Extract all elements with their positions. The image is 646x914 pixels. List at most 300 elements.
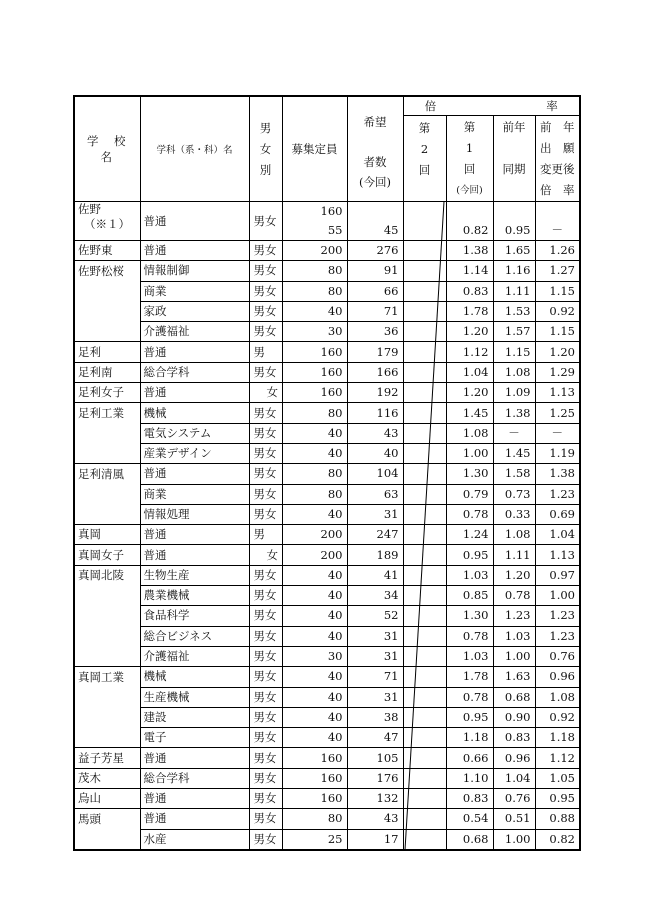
capacity-cell: 40 xyxy=(282,504,347,524)
applicants-cell: 43 xyxy=(347,423,403,443)
table-row xyxy=(74,504,580,524)
dept-name-cell: 総合ビジネス xyxy=(140,626,249,646)
dept-name-cell: 総合学科 xyxy=(140,362,249,382)
sex-cell: 男女 xyxy=(249,809,282,829)
prev-year-changed-ratio-cell: 0.96 xyxy=(535,667,580,687)
prev-year-changed-ratio-cell: 0.92 xyxy=(535,301,580,321)
prev-year-changed-ratio-cell: 0.82 xyxy=(535,829,580,850)
second-round-cell xyxy=(403,748,446,768)
prev-year-changed-ratio-cell: 0.88 xyxy=(535,809,580,829)
header-school: 学 校 名 xyxy=(74,96,140,202)
table-row xyxy=(74,829,580,850)
capacity-cell: 80 xyxy=(282,464,347,484)
second-round-cell xyxy=(403,383,446,403)
sex-cell: 男女 xyxy=(249,241,282,261)
table-row xyxy=(74,646,580,666)
first-round-ratio-cell: 0.54 xyxy=(446,809,493,829)
dept-name-cell: 介護福祉 xyxy=(140,322,249,342)
table-row xyxy=(74,403,580,423)
first-round-ratio-cell: 0.85 xyxy=(446,586,493,606)
first-round-ratio-cell: 1.20 xyxy=(446,383,493,403)
first-round-ratio-cell: 0.68 xyxy=(446,829,493,850)
dept-name-cell: 普通 xyxy=(140,202,249,241)
dept-name-cell: 農業機械 xyxy=(140,586,249,606)
prev-year-ratio-cell: 1.38 xyxy=(493,403,535,423)
second-round-cell xyxy=(403,281,446,301)
school-name-cell xyxy=(74,707,140,727)
table-row xyxy=(74,707,580,727)
sex-cell: 男女 xyxy=(249,707,282,727)
applicants-cell: 116 xyxy=(347,403,403,423)
prev-year-ratio-cell: 1.00 xyxy=(493,829,535,850)
table-row xyxy=(74,586,580,606)
second-round-cell xyxy=(403,829,446,850)
sex-cell: 男女 xyxy=(249,728,282,748)
school-name-cell: 茂木 xyxy=(74,768,140,788)
school-name-cell xyxy=(74,829,140,850)
prev-year-ratio-cell: 0.78 xyxy=(493,586,535,606)
dept-name-cell: 産業デザイン xyxy=(140,443,249,463)
capacity-cell: 30 xyxy=(282,646,347,666)
applicants-cell: 41 xyxy=(347,565,403,585)
second-round-cell xyxy=(403,586,446,606)
sex-cell: 男女 xyxy=(249,789,282,809)
first-round-ratio-cell: 1.10 xyxy=(446,768,493,788)
sex-cell: 女 xyxy=(249,545,282,565)
second-round-cell xyxy=(403,646,446,666)
prev-year-changed-ratio-cell: 0.92 xyxy=(535,707,580,727)
second-round-cell xyxy=(403,525,446,545)
dept-name-cell: 機械 xyxy=(140,403,249,423)
dept-name-cell: 普通 xyxy=(140,748,249,768)
header-first: 第 1 回 (今回) xyxy=(446,116,493,202)
prev-year-ratio-cell: 1.45 xyxy=(493,443,535,463)
prev-year-changed-ratio-cell: 1.05 xyxy=(535,768,580,788)
second-round-cell xyxy=(403,403,446,423)
school-name-cell: 益子芳星 xyxy=(74,748,140,768)
header-sex: 男 女 別 xyxy=(249,96,282,202)
first-round-ratio-cell: 0.78 xyxy=(446,626,493,646)
sex-cell: 男 xyxy=(249,342,282,362)
first-round-ratio-cell: 1.38 xyxy=(446,241,493,261)
second-round-cell xyxy=(403,606,446,626)
first-round-ratio-cell: 0.82 xyxy=(446,202,493,241)
sex-cell: 男女 xyxy=(249,281,282,301)
prev-year-ratio-cell: 1.03 xyxy=(493,626,535,646)
table-row xyxy=(74,383,580,403)
applicants-cell: 66 xyxy=(347,281,403,301)
capacity-cell: 25 xyxy=(282,829,347,850)
prev-year-changed-ratio-cell: 1.29 xyxy=(535,362,580,382)
sex-cell: 男女 xyxy=(249,504,282,524)
prev-year-changed-ratio-cell: 1.13 xyxy=(535,545,580,565)
applicants-cell: 45 xyxy=(347,202,403,241)
first-round-ratio-cell: 0.95 xyxy=(446,545,493,565)
prev-year-ratio-cell: 1.08 xyxy=(493,362,535,382)
first-round-ratio-cell: 0.66 xyxy=(446,748,493,768)
capacity-cell: 160 xyxy=(282,362,347,382)
header-prev: 前年 同期 xyxy=(493,116,535,202)
school-name-cell: 足利清風 xyxy=(74,464,140,484)
second-round-cell xyxy=(403,464,446,484)
prev-year-ratio-cell: 0.33 xyxy=(493,504,535,524)
first-round-ratio-cell: 1.30 xyxy=(446,606,493,626)
prev-year-ratio-cell: 0.95 xyxy=(493,202,535,241)
capacity-cell: 40 xyxy=(282,301,347,321)
second-round-cell xyxy=(403,423,446,443)
prev-year-ratio-cell: 0.51 xyxy=(493,809,535,829)
capacity-cell: 40 xyxy=(282,423,347,443)
first-round-ratio-cell: 1.03 xyxy=(446,565,493,585)
table-row xyxy=(74,202,580,241)
sex-cell: 男女 xyxy=(249,565,282,585)
header-dept: 学科（系・科）名 xyxy=(140,96,249,202)
capacity-cell: 40 xyxy=(282,586,347,606)
school-name-cell xyxy=(74,484,140,504)
prev-year-changed-ratio-cell: 1.27 xyxy=(535,261,580,281)
prev-year-changed-ratio-cell: 1.19 xyxy=(535,443,580,463)
school-name-cell xyxy=(74,626,140,646)
capacity-cell: 80 xyxy=(282,809,347,829)
school-name-cell: 真岡北陵 xyxy=(74,565,140,585)
school-name-cell: 烏山 xyxy=(74,789,140,809)
capacity-cell: 80 xyxy=(282,261,347,281)
sex-cell: 男女 xyxy=(249,443,282,463)
sex-cell: 男女 xyxy=(249,423,282,443)
second-round-cell xyxy=(403,443,446,463)
capacity-cell: 200 xyxy=(282,241,347,261)
dept-name-cell: 普通 xyxy=(140,789,249,809)
school-name-cell: 佐野東 xyxy=(74,241,140,261)
sex-cell: 男女 xyxy=(249,626,282,646)
sex-cell: 男女 xyxy=(249,768,282,788)
capacity-cell xyxy=(282,202,347,241)
second-round-cell xyxy=(403,261,446,281)
prev-year-ratio-cell: 0.68 xyxy=(493,687,535,707)
school-name: 佐野 xyxy=(78,202,101,216)
header-second: 第 2 回 xyxy=(403,116,446,202)
dept-name-cell: 普通 xyxy=(140,464,249,484)
first-round-ratio-cell: 0.79 xyxy=(446,484,493,504)
sex-cell: 男女 xyxy=(249,646,282,666)
second-round-cell xyxy=(403,728,446,748)
applicants-cell: 71 xyxy=(347,667,403,687)
prev-year-changed-ratio-cell: － xyxy=(535,202,580,241)
table-row xyxy=(74,789,580,809)
sex-cell: 男女 xyxy=(249,362,282,382)
dept-name-cell: 水産 xyxy=(140,829,249,850)
first-round-ratio-cell: 1.78 xyxy=(446,667,493,687)
dept-name-cell: 普通 xyxy=(140,809,249,829)
table-row xyxy=(74,728,580,748)
applicants-cell: 132 xyxy=(347,789,403,809)
prev-year-changed-ratio-cell: 1.15 xyxy=(535,322,580,342)
first-round-ratio-cell: 1.24 xyxy=(446,525,493,545)
second-round-cell xyxy=(403,301,446,321)
applicants-cell: 36 xyxy=(347,322,403,342)
prev-year-changed-ratio-cell: 1.18 xyxy=(535,728,580,748)
prev-year-changed-ratio-cell: 1.25 xyxy=(535,403,580,423)
second-round-cell xyxy=(403,484,446,504)
prev-year-ratio-cell: 0.73 xyxy=(493,484,535,504)
second-round-cell xyxy=(403,322,446,342)
capacity-cell: 40 xyxy=(282,443,347,463)
capacity-cell: 30 xyxy=(282,322,347,342)
table-row xyxy=(74,464,580,484)
sex-cell: 男女 xyxy=(249,261,282,281)
dept-name-cell: 商業 xyxy=(140,281,249,301)
capacity-value: 160 xyxy=(320,204,343,218)
admission-ratio-table xyxy=(73,95,581,851)
second-round-cell xyxy=(403,789,446,809)
capacity-cell: 80 xyxy=(282,484,347,504)
capacity-cell: 40 xyxy=(282,667,347,687)
sex-cell: 男女 xyxy=(249,484,282,504)
prev-year-ratio-cell: 0.90 xyxy=(493,707,535,727)
first-round-ratio-cell: 0.95 xyxy=(446,707,493,727)
sex-cell: 男 xyxy=(249,525,282,545)
table-row xyxy=(74,768,580,788)
capacity-cell: 160 xyxy=(282,789,347,809)
table-row xyxy=(74,626,580,646)
dept-name-cell: 介護福祉 xyxy=(140,646,249,666)
dept-name-cell: 生物生産 xyxy=(140,565,249,585)
first-round-ratio-cell: 0.78 xyxy=(446,687,493,707)
applicants-cell: 40 xyxy=(347,443,403,463)
prev-year-ratio-cell: 1.04 xyxy=(493,768,535,788)
school-name-cell xyxy=(74,322,140,342)
dept-name-cell: 情報処理 xyxy=(140,504,249,524)
prev-year-ratio-cell: 0.83 xyxy=(493,728,535,748)
prev-year-ratio-cell: 0.96 xyxy=(493,748,535,768)
first-round-ratio-cell: 1.12 xyxy=(446,342,493,362)
dept-name-cell: 総合学科 xyxy=(140,768,249,788)
applicants-cell: 176 xyxy=(347,768,403,788)
school-name-cell xyxy=(74,281,140,301)
capacity-cell: 160 xyxy=(282,748,347,768)
applicants-cell: 52 xyxy=(347,606,403,626)
school-name-cell: 真岡 xyxy=(74,525,140,545)
school-name-cell xyxy=(74,423,140,443)
capacity-value-2: 55 xyxy=(327,223,343,237)
capacity-cell: 200 xyxy=(282,525,347,545)
first-round-ratio-cell: 1.18 xyxy=(446,728,493,748)
prev-year-changed-ratio-cell: 1.00 xyxy=(535,586,580,606)
sex-cell: 男女 xyxy=(249,403,282,423)
capacity-cell: 40 xyxy=(282,707,347,727)
first-round-ratio-cell: 1.03 xyxy=(446,646,493,666)
second-round-cell xyxy=(403,504,446,524)
applicants-cell: 105 xyxy=(347,748,403,768)
sex-cell: 男女 xyxy=(249,322,282,342)
prev-year-changed-ratio-cell: 0.76 xyxy=(535,646,580,666)
applicants-cell: 31 xyxy=(347,646,403,666)
capacity-cell: 40 xyxy=(282,565,347,585)
second-round-cell xyxy=(403,667,446,687)
capacity-cell: 40 xyxy=(282,687,347,707)
applicants-cell: 38 xyxy=(347,707,403,727)
school-name-cell xyxy=(74,586,140,606)
prev-year-changed-ratio-cell: 0.95 xyxy=(535,789,580,809)
capacity-cell: 160 xyxy=(282,383,347,403)
prev-year-ratio-cell: 1.00 xyxy=(493,646,535,666)
first-round-ratio-cell: 1.45 xyxy=(446,403,493,423)
table-row xyxy=(74,281,580,301)
dept-name-cell: 普通 xyxy=(140,241,249,261)
dept-name-cell: 家政 xyxy=(140,301,249,321)
applicants-cell: 71 xyxy=(347,301,403,321)
applicants-cell: 276 xyxy=(347,241,403,261)
school-name-cell xyxy=(74,202,140,241)
second-round-cell xyxy=(403,342,446,362)
sex-cell: 男女 xyxy=(249,687,282,707)
first-round-ratio-cell: 1.30 xyxy=(446,464,493,484)
sex-cell: 女 xyxy=(249,383,282,403)
first-round-ratio-cell: 1.14 xyxy=(446,261,493,281)
sex-cell: 男女 xyxy=(249,748,282,768)
prev-year-ratio-cell: 1.23 xyxy=(493,606,535,626)
prev-year-ratio-cell: 1.08 xyxy=(493,525,535,545)
applicants-cell: 31 xyxy=(347,504,403,524)
table-row xyxy=(74,545,580,565)
header-capacity: 募集定員 xyxy=(282,96,347,202)
dept-name-cell: 食品科学 xyxy=(140,606,249,626)
sex-cell: 男女 xyxy=(249,586,282,606)
table-row xyxy=(74,484,580,504)
school-note: （※１） xyxy=(84,217,130,231)
first-round-ratio-cell: 0.83 xyxy=(446,281,493,301)
applicants-cell: 34 xyxy=(347,586,403,606)
table-row xyxy=(74,301,580,321)
capacity-cell: 40 xyxy=(282,626,347,646)
capacity-cell: 200 xyxy=(282,545,347,565)
second-round-cell xyxy=(403,202,446,241)
second-round-cell xyxy=(403,241,446,261)
applicants-cell: 104 xyxy=(347,464,403,484)
prev-year-ratio-cell: 0.76 xyxy=(493,789,535,809)
table-body xyxy=(74,202,580,850)
prev-year-changed-ratio-cell: 0.69 xyxy=(535,504,580,524)
header-ratio-group: 倍 率 xyxy=(403,96,580,116)
prev-year-ratio-cell: 1.63 xyxy=(493,667,535,687)
prev-year-changed-ratio-cell: 1.26 xyxy=(535,241,580,261)
prev-year-changed-ratio-cell: 1.23 xyxy=(535,626,580,646)
prev-year-changed-ratio-cell: 1.15 xyxy=(535,281,580,301)
school-name-cell xyxy=(74,301,140,321)
prev-year-changed-ratio-cell: 1.04 xyxy=(535,525,580,545)
dept-name-cell: 普通 xyxy=(140,383,249,403)
applicants-cell: 189 xyxy=(347,545,403,565)
table-row xyxy=(74,362,580,382)
sex-cell: 男女 xyxy=(249,829,282,850)
first-round-ratio-cell: 1.20 xyxy=(446,322,493,342)
applicants-cell: 247 xyxy=(347,525,403,545)
prev-year-ratio-cell: 1.16 xyxy=(493,261,535,281)
capacity-cell: 160 xyxy=(282,342,347,362)
prev-year-changed-ratio-cell: 1.23 xyxy=(535,606,580,626)
dept-name-cell: 普通 xyxy=(140,525,249,545)
prev-year-changed-ratio-cell: 1.12 xyxy=(535,748,580,768)
school-name-cell: 佐野松桜 xyxy=(74,261,140,281)
applicants-cell: 17 xyxy=(347,829,403,850)
table-row xyxy=(74,241,580,261)
capacity-cell: 160 xyxy=(282,768,347,788)
first-round-ratio-cell: 0.78 xyxy=(446,504,493,524)
applicants-cell: 166 xyxy=(347,362,403,382)
table-row xyxy=(74,443,580,463)
prev-year-ratio-cell: － xyxy=(493,423,535,443)
table-row xyxy=(74,565,580,585)
prev-year-changed-ratio-cell: 1.08 xyxy=(535,687,580,707)
table-row xyxy=(74,687,580,707)
dept-name-cell: 商業 xyxy=(140,484,249,504)
prev-year-changed-ratio-cell: 1.20 xyxy=(535,342,580,362)
school-name-cell xyxy=(74,443,140,463)
school-name-cell: 足利 xyxy=(74,342,140,362)
prev-year-ratio-cell: 1.11 xyxy=(493,281,535,301)
prev-year-ratio-cell: 1.58 xyxy=(493,464,535,484)
second-round-cell xyxy=(403,626,446,646)
admission-ratio-table-wrapper xyxy=(73,95,581,851)
first-round-ratio-cell: 0.83 xyxy=(446,789,493,809)
table-row xyxy=(74,322,580,342)
prev-year-ratio-cell: 1.11 xyxy=(493,545,535,565)
header-prev-changed: 前 年 出 願 変更後 倍 率 xyxy=(535,116,580,202)
prev-year-ratio-cell: 1.53 xyxy=(493,301,535,321)
school-name-cell: 真岡工業 xyxy=(74,667,140,687)
school-name-cell xyxy=(74,606,140,626)
prev-year-ratio-cell: 1.57 xyxy=(493,322,535,342)
table-row xyxy=(74,606,580,626)
dept-name-cell: 情報制御 xyxy=(140,261,249,281)
dept-name-cell: 普通 xyxy=(140,342,249,362)
sex-cell: 男女 xyxy=(249,301,282,321)
applicants-cell: 43 xyxy=(347,809,403,829)
table-row xyxy=(74,525,580,545)
second-round-cell xyxy=(403,768,446,788)
applicants-cell: 31 xyxy=(347,626,403,646)
capacity-cell: 40 xyxy=(282,728,347,748)
dept-name-cell: 普通 xyxy=(140,545,249,565)
table-row xyxy=(74,342,580,362)
school-name-cell: 馬頭 xyxy=(74,809,140,829)
school-name-cell xyxy=(74,728,140,748)
dept-name-cell: 電気システム xyxy=(140,423,249,443)
prev-year-ratio-cell: 1.20 xyxy=(493,565,535,585)
prev-year-ratio-cell: 1.15 xyxy=(493,342,535,362)
prev-year-changed-ratio-cell: － xyxy=(535,423,580,443)
applicants-cell: 47 xyxy=(347,728,403,748)
prev-year-ratio-cell: 1.09 xyxy=(493,383,535,403)
prev-year-changed-ratio-cell: 1.23 xyxy=(535,484,580,504)
sex-cell: 男女 xyxy=(249,667,282,687)
school-name-cell: 真岡女子 xyxy=(74,545,140,565)
second-round-cell xyxy=(403,362,446,382)
sex-cell: 男女 xyxy=(249,464,282,484)
school-name-cell xyxy=(74,687,140,707)
school-name-cell xyxy=(74,646,140,666)
second-round-cell xyxy=(403,707,446,727)
school-name-cell: 足利女子 xyxy=(74,383,140,403)
school-name-cell: 足利工業 xyxy=(74,403,140,423)
first-round-ratio-cell: 1.04 xyxy=(446,362,493,382)
first-round-ratio-cell: 1.08 xyxy=(446,423,493,443)
dept-name-cell: 機械 xyxy=(140,667,249,687)
dept-name-cell: 生産機械 xyxy=(140,687,249,707)
dept-name-cell: 建設 xyxy=(140,707,249,727)
prev-year-changed-ratio-cell: 1.13 xyxy=(535,383,580,403)
second-round-cell xyxy=(403,809,446,829)
